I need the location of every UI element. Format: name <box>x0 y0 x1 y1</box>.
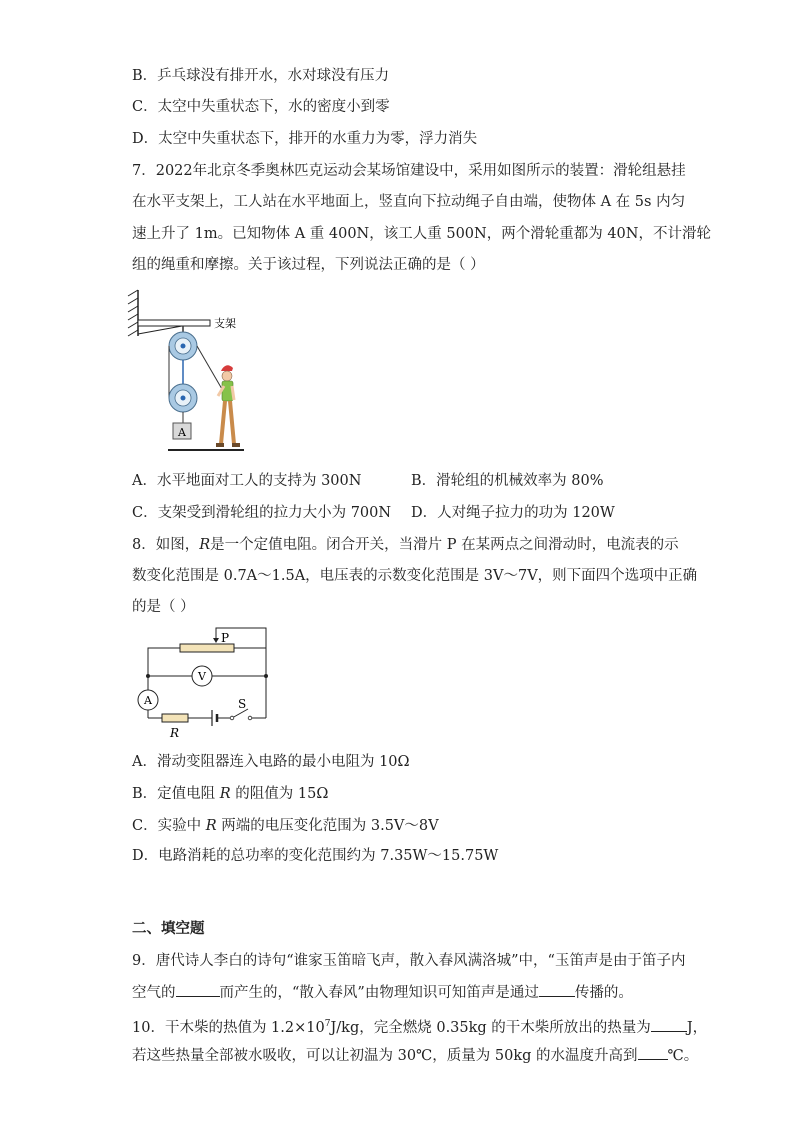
slider-label: P <box>221 631 230 645</box>
q6-option-d: D．太空中失重状态下，排开的水重力为零，浮力消失 <box>132 131 478 147</box>
q8-option-a: A．滑动变阻器连入电路的最小电阻为 10Ω <box>132 754 410 770</box>
q7-stem-line2: 在水平支架上，工人站在水平地面上，竖直向下拉动绳子自由端，使物体 A 在 5s 内匀 <box>132 194 686 210</box>
q6-option-b: B．乒乓球没有排开水，水对球没有压力 <box>132 68 390 84</box>
q8-option-c: C．实验中 R 两端的电压变化范围为 3.5V～8V <box>132 818 439 834</box>
support-label: 支架 <box>214 317 236 330</box>
q7-option-c: C．支架受到滑轮组的拉力大小为 700N <box>132 505 392 521</box>
switch-label: S <box>238 697 247 711</box>
q10-line2: 若这些热量全部被水吸收，可以让初温为 30℃，质量为 50kg 的水温度升高到 ℃。 <box>132 1045 698 1066</box>
q8-stem-line3: 的是（ ） <box>132 599 195 615</box>
q7-stem-line3: 速上升了 1m。已知物体 A 重 400N，该工人重 500N，两个滑轮重都为 40N，不计滑轮 <box>132 226 711 242</box>
q7-stem-line4: 组的绳重和摩擦。关于该过程，下列说法正确的是（ ） <box>132 257 485 273</box>
q9-line2: 空气的 而产生的，“散入春风”由物理知识可知笛声是通过 传播的。 <box>132 982 633 1003</box>
fill-blank[interactable] <box>651 1017 687 1032</box>
q8-stem-line2: 数变化范围是 0.7A～1.5A，电压表的示数变化范围是 3V～7V，则下面四个选项中正确 <box>132 568 698 584</box>
pulley-figure <box>126 284 256 460</box>
rheostat <box>180 644 234 652</box>
circuit-figure <box>130 624 275 744</box>
q10-line1: 10．干木柴的热值为 $1.2\times 10^7J/kg$，完全燃烧 0.35kg 的干木柴所放出的热量为 J， <box>132 1014 707 1038</box>
q7-stem-line1: 7．2022年北京冬季奥林匹克运动会某场馆建设中，采用如图所示的装置：滑轮组悬挂 <box>132 163 686 179</box>
q9-line1: 9．唐代诗人李白的诗句“谁家玉笛暗飞声，散入春风满洛城”中，“玉笛声是由于笛子内 <box>132 953 686 969</box>
fill-blank[interactable] <box>539 982 575 997</box>
q6-option-c: C．太空中失重状态下，水的密度小到零 <box>132 99 390 115</box>
section-title: 二、填空题 <box>132 921 205 937</box>
ammeter-label: A <box>144 694 152 707</box>
block-label: A <box>178 426 186 439</box>
fill-blank[interactable] <box>176 982 220 997</box>
q8-option-d: D．电路消耗的总功率的变化范围约为 7.35W～15.75W <box>132 848 499 864</box>
fixed-resistor <box>162 714 188 722</box>
q8-option-b: B．定值电阻 R 的阻值为 15Ω <box>132 786 329 802</box>
q7-option-d: D．人对绳子拉力的功为 120W <box>411 505 615 521</box>
q7-option-b: B．滑轮组的机械效率为 80% <box>411 473 604 489</box>
fill-blank[interactable] <box>638 1045 668 1060</box>
voltmeter-label: V <box>198 670 206 683</box>
q7-option-a: A．水平地面对工人的支持为 300N <box>132 473 362 489</box>
q8-stem-line1: 8．如图，R是一个定值电阻。闭合开关，当滑片 P 在某两点之间滑动时，电流表的示 <box>132 537 679 553</box>
worker-icon <box>216 365 240 447</box>
resistor-label: R <box>170 726 180 740</box>
